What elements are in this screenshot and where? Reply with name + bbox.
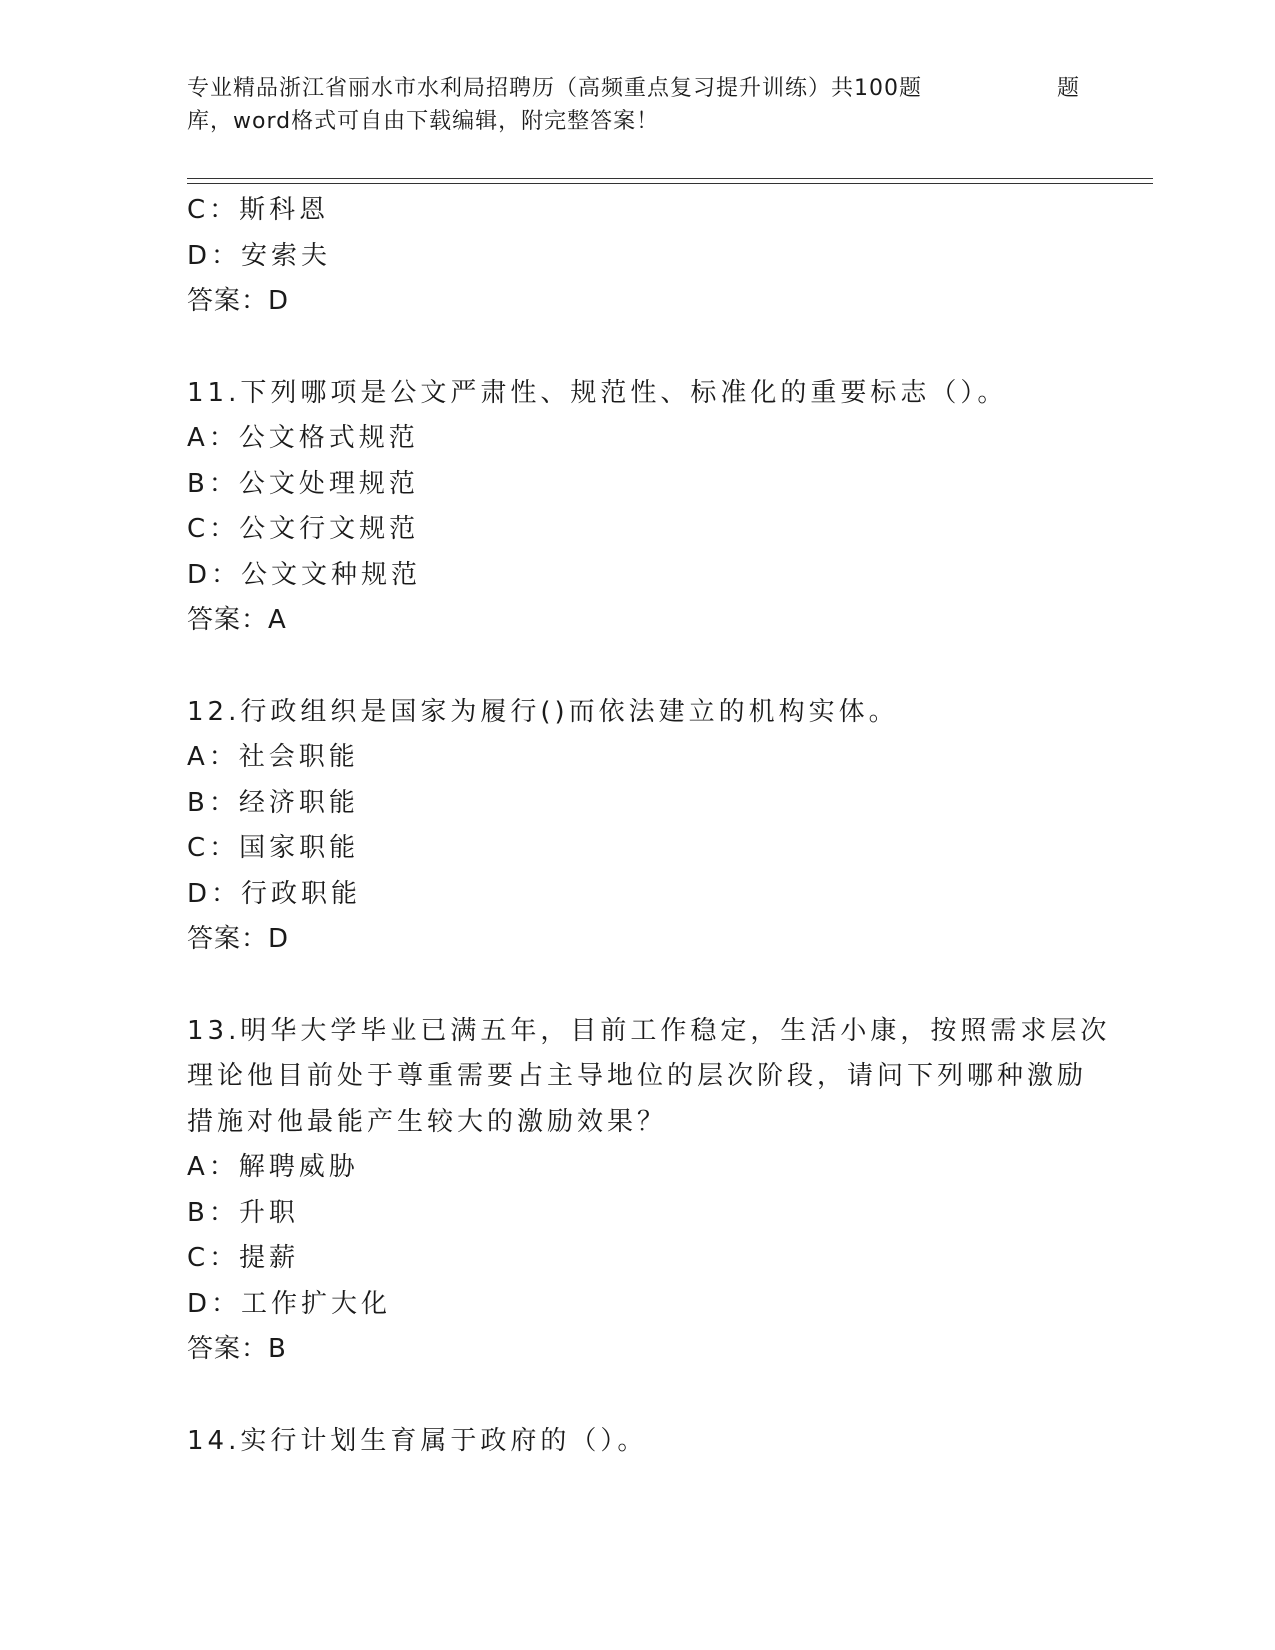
question-13-option-a: A：解聘威胁 bbox=[187, 1152, 359, 1182]
option-d: D：安索夫 bbox=[187, 240, 332, 271]
question-12-option-d: D：行政职能 bbox=[187, 878, 362, 909]
document-body bbox=[187, 188, 1111, 1464]
question-12-answer: 答案：D bbox=[187, 924, 290, 954]
question-13-option-b: B：升职 bbox=[187, 1197, 299, 1228]
question-11-answer: 答案：A bbox=[187, 605, 287, 635]
header-title-line-1 bbox=[187, 72, 1087, 105]
question-11-option-d: D：公文文种规范 bbox=[187, 559, 422, 590]
spacer bbox=[187, 963, 1087, 1009]
question-13-option-c: C：提薪 bbox=[187, 1243, 300, 1273]
question-13-option-d: D：工作扩大化 bbox=[187, 1288, 392, 1319]
option-c: C：斯科恩 bbox=[187, 195, 330, 225]
question-12-option-b: B：经济职能 bbox=[187, 787, 359, 818]
question-11-option-b: B：公文处理规范 bbox=[187, 468, 419, 499]
question-13-stem-line-2: 理论他目前处于尊重需要占主导地位的层次阶段，请问下列哪种激励 bbox=[187, 1061, 1088, 1091]
question-12-option-c: C：国家职能 bbox=[187, 833, 360, 863]
header-title-line-2: 库，word格式可自由下载编辑，附完整答案！ bbox=[187, 109, 660, 134]
question-12-stem: 12.行政组织是国家为履行()而依法建立的机构实体。 bbox=[187, 696, 899, 727]
question-11-option-c: C：公文行文规范 bbox=[187, 514, 420, 544]
spacer bbox=[187, 325, 1087, 371]
spacer bbox=[187, 1373, 1087, 1419]
header-divider-top bbox=[187, 178, 1153, 179]
question-11-option-a: A：公文格式规范 bbox=[187, 423, 419, 453]
question-12-option-a: A：社会职能 bbox=[187, 742, 359, 772]
question-13-stem-line-1: 13.明华大学毕业已满五年，目前工作稳定，生活小康，按照需求层次 bbox=[187, 1015, 1111, 1046]
spacer bbox=[187, 644, 1087, 690]
question-14-stem: 14.实行计划生育属于政府的（）。 bbox=[187, 1425, 648, 1456]
question-13-answer: 答案：B bbox=[187, 1334, 287, 1364]
header-divider-bottom bbox=[187, 183, 1153, 184]
header-title-text: 专业精品浙江省丽水市水利局招聘历（高频重点复习提升训练）共100题 bbox=[187, 76, 922, 101]
question-11-stem: 11.下列哪项是公文严肃性、规范性、标准化的重要标志（）。 bbox=[187, 377, 1008, 408]
document-header bbox=[187, 72, 1087, 138]
answer-line: 答案：D bbox=[187, 286, 290, 316]
question-13-stem-line-3: 措施对他最能产生较大的激励效果？ bbox=[187, 1106, 668, 1137]
header-title-suffix: 题 bbox=[1057, 76, 1081, 101]
